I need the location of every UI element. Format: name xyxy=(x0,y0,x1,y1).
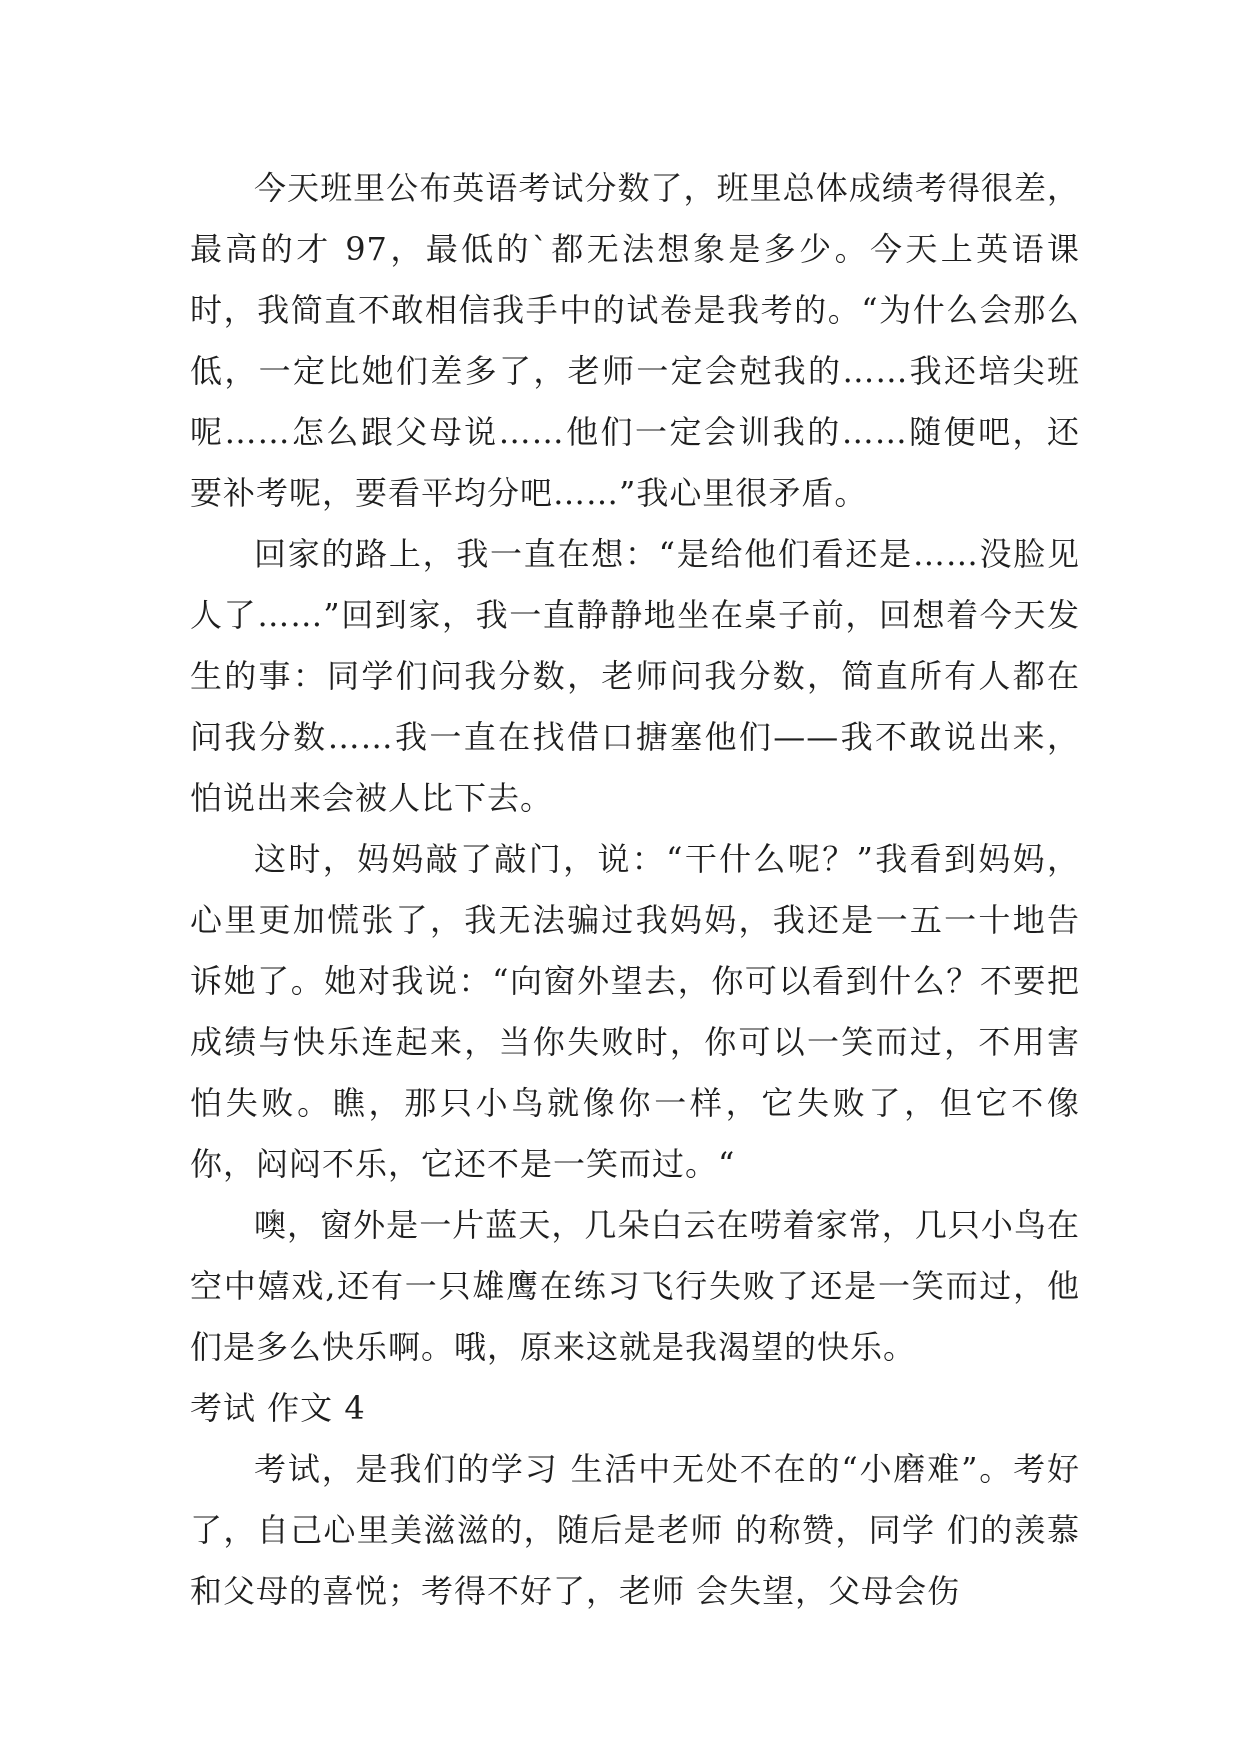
paragraph-mother: 这时，妈妈敲了敲门，说：“干什么呢？”我看到妈妈，心里更加慌张了，我无法骗过我妈妈，我还是一五一十地告诉她了。她对我说：“向窗外望去，你可以看到什么？不要把成绩与快乐连起来，当你失败时，你可以一笑而过，不用害怕失败。瞧，那只小鸟就像你一样，它失败了，但它不像你，闷闷不乐，它还不是一笑而过。“ xyxy=(190,840,1080,1183)
paragraph-window: 噢，窗外是一片蓝天，几朵白云在唠着家常，几只小鸟在空中嬉戏,还有一只雄鹰在练习飞行失败了还是一笑而过，他们是多么快乐啊。哦，原来这就是我渴望的快乐。 xyxy=(190,1206,1080,1366)
document-body xyxy=(190,158,1080,1622)
essay-heading: 考试 作文 4 xyxy=(190,1389,366,1427)
paragraph-exam-intro: 考试，是我们的学习 生活中无处不在的“小磨难”。考好了，自己心里美滋滋的，随后是老师 的称赞，同学 们的羡慕和父母的喜悦；考得不好了，老师 会失望，父母会伤 xyxy=(190,1450,1080,1610)
paragraph-way-home: 回家的路上，我一直在想：“是给他们看还是……没脸见人了……”回到家，我一直静静地坐在桌子前，回想着今天发生的事：同学们问我分数，老师问我分数，简直所有人都在问我分数……我一直在找借口搪塞他们——我不敢说出来，怕说出来会被人比下去。 xyxy=(190,535,1080,817)
paragraph-exam-score: 今天班里公布英语考试分数了，班里总体成绩考得很差，最高的才 97，最低的`都无法想象是多少。今天上英语课时，我简直不敢相信我手中的试卷是我考的。“为什么会那么低，一定比她们差多了，老师一定会尅我的……我还培尖班呢……怎么跟父母说……他们一定会训我的……随便吧，还要补考呢，要看平均分吧……”我心里很矛盾。 xyxy=(190,169,1080,512)
